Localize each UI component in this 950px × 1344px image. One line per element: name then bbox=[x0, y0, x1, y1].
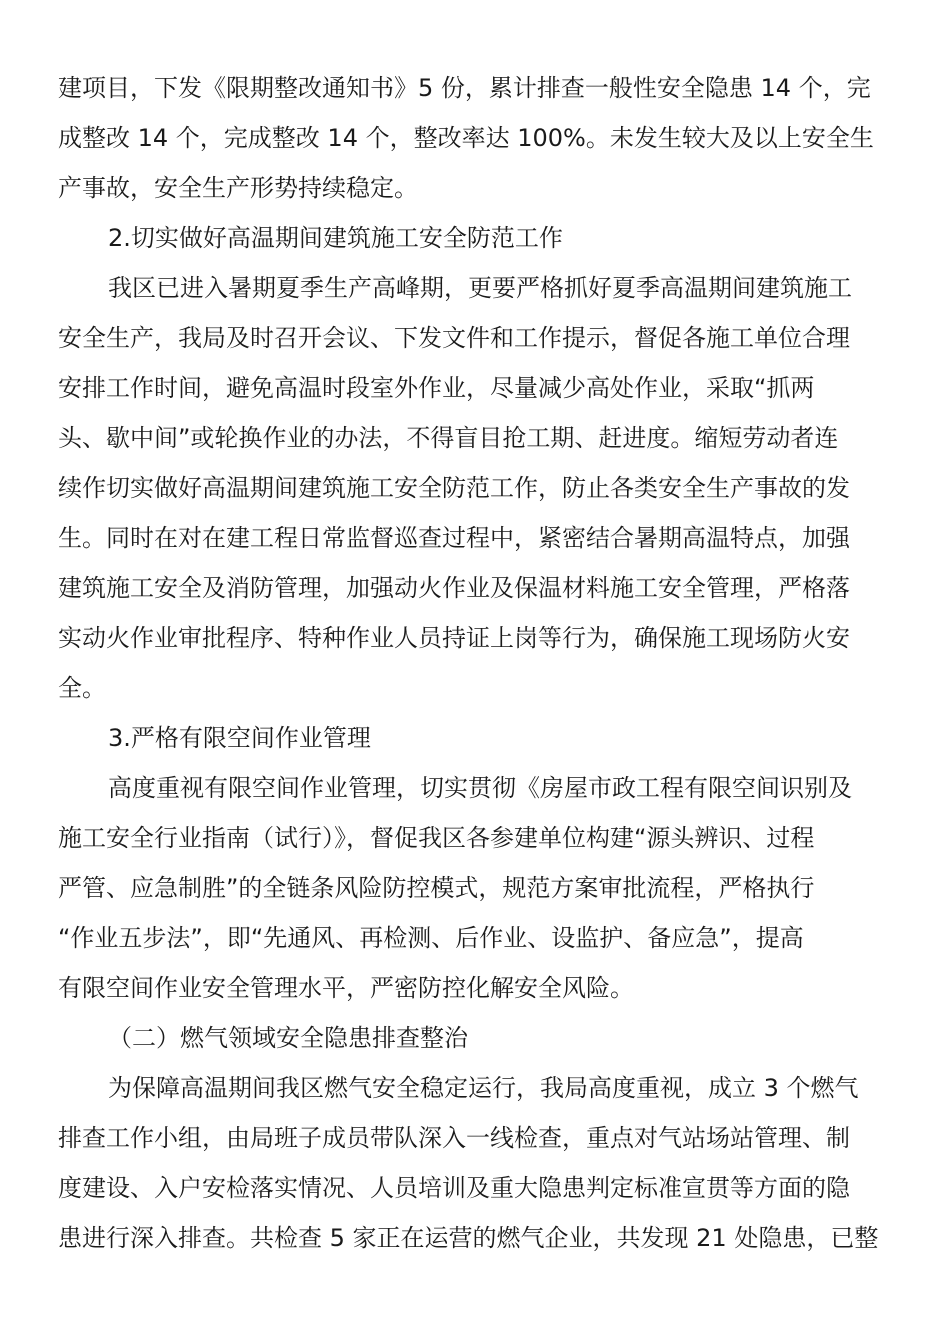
text-line: 续作切实做好高温期间建筑施工安全防范工作，防止各类安全生产事故的发 bbox=[58, 474, 850, 502]
text-line: 度建设、入户安检落实情况、人员培训及重大隐患判定标准宣贯等方面的隐 bbox=[58, 1174, 850, 1202]
text-line: 建筑施工安全及消防管理，加强动火作业及保温材料施工安全管理，严格落 bbox=[58, 574, 850, 602]
text-line: 排查工作小组，由局班子成员带队深入一线检查，重点对气站场站管理、制 bbox=[58, 1124, 850, 1152]
text-line: 施工安全行业指南（试行）》，督促我区各参建单位构建“源头辨识、过程 bbox=[58, 824, 815, 852]
text-line: 患进行深入排查。共检查 5 家正在运营的燃气企业，共发现 21 处隐患，已整 bbox=[58, 1224, 879, 1252]
text-line: 安排工作时间，避免高温时段室外作业，尽量减少高处作业，采取“抓两 bbox=[58, 374, 815, 402]
section-heading: 3.严格有限空间作业管理 bbox=[108, 724, 371, 752]
text-line: 严管、应急制胜”的全链条风险防控模式，规范方案审批流程，严格执行 bbox=[58, 874, 815, 902]
text-line: 为保障高温期间我区燃气安全稳定运行，我局高度重视，成立 3 个燃气 bbox=[108, 1074, 859, 1102]
text-line: 生。同时在对在建工程日常监督巡查过程中，紧密结合暑期高温特点，加强 bbox=[58, 524, 850, 552]
text-line: 全。 bbox=[58, 674, 106, 702]
text-line: 实动火作业审批程序、特种作业人员持证上岗等行为，确保施工现场防火安 bbox=[58, 624, 850, 652]
section-heading: 2.切实做好高温期间建筑施工安全防范工作 bbox=[108, 224, 563, 252]
text-line: 头、歇中间”或轮换作业的办法，不得盲目抢工期、赶进度。缩短劳动者连 bbox=[58, 424, 839, 452]
text-line: 高度重视有限空间作业管理，切实贯彻《房屋市政工程有限空间识别及 bbox=[108, 774, 852, 802]
text-line: 产事故，安全生产形势持续稳定。 bbox=[58, 174, 418, 202]
section-heading: （二）燃气领域安全隐患排查整治 bbox=[108, 1024, 468, 1052]
text-line: “作业五步法”，即“先通风、再检测、后作业、设监护、备应急”，提高 bbox=[58, 924, 804, 952]
text-line: 我区已进入暑期夏季生产高峰期，更要严格抓好夏季高温期间建筑施工 bbox=[108, 274, 852, 302]
text-line: 有限空间作业安全管理水平，严密防控化解安全风险。 bbox=[58, 974, 634, 1002]
text-line: 成整改 14 个，完成整改 14 个，整改率达 100%。未发生较大及以上安全生 bbox=[58, 124, 874, 152]
text-line: 安全生产，我局及时召开会议、下发文件和工作提示，督促各施工单位合理 bbox=[58, 324, 850, 352]
text-line: 建项目，下发《限期整改通知书》5 份，累计排查一般性安全隐患 14 个，完 bbox=[58, 74, 871, 102]
